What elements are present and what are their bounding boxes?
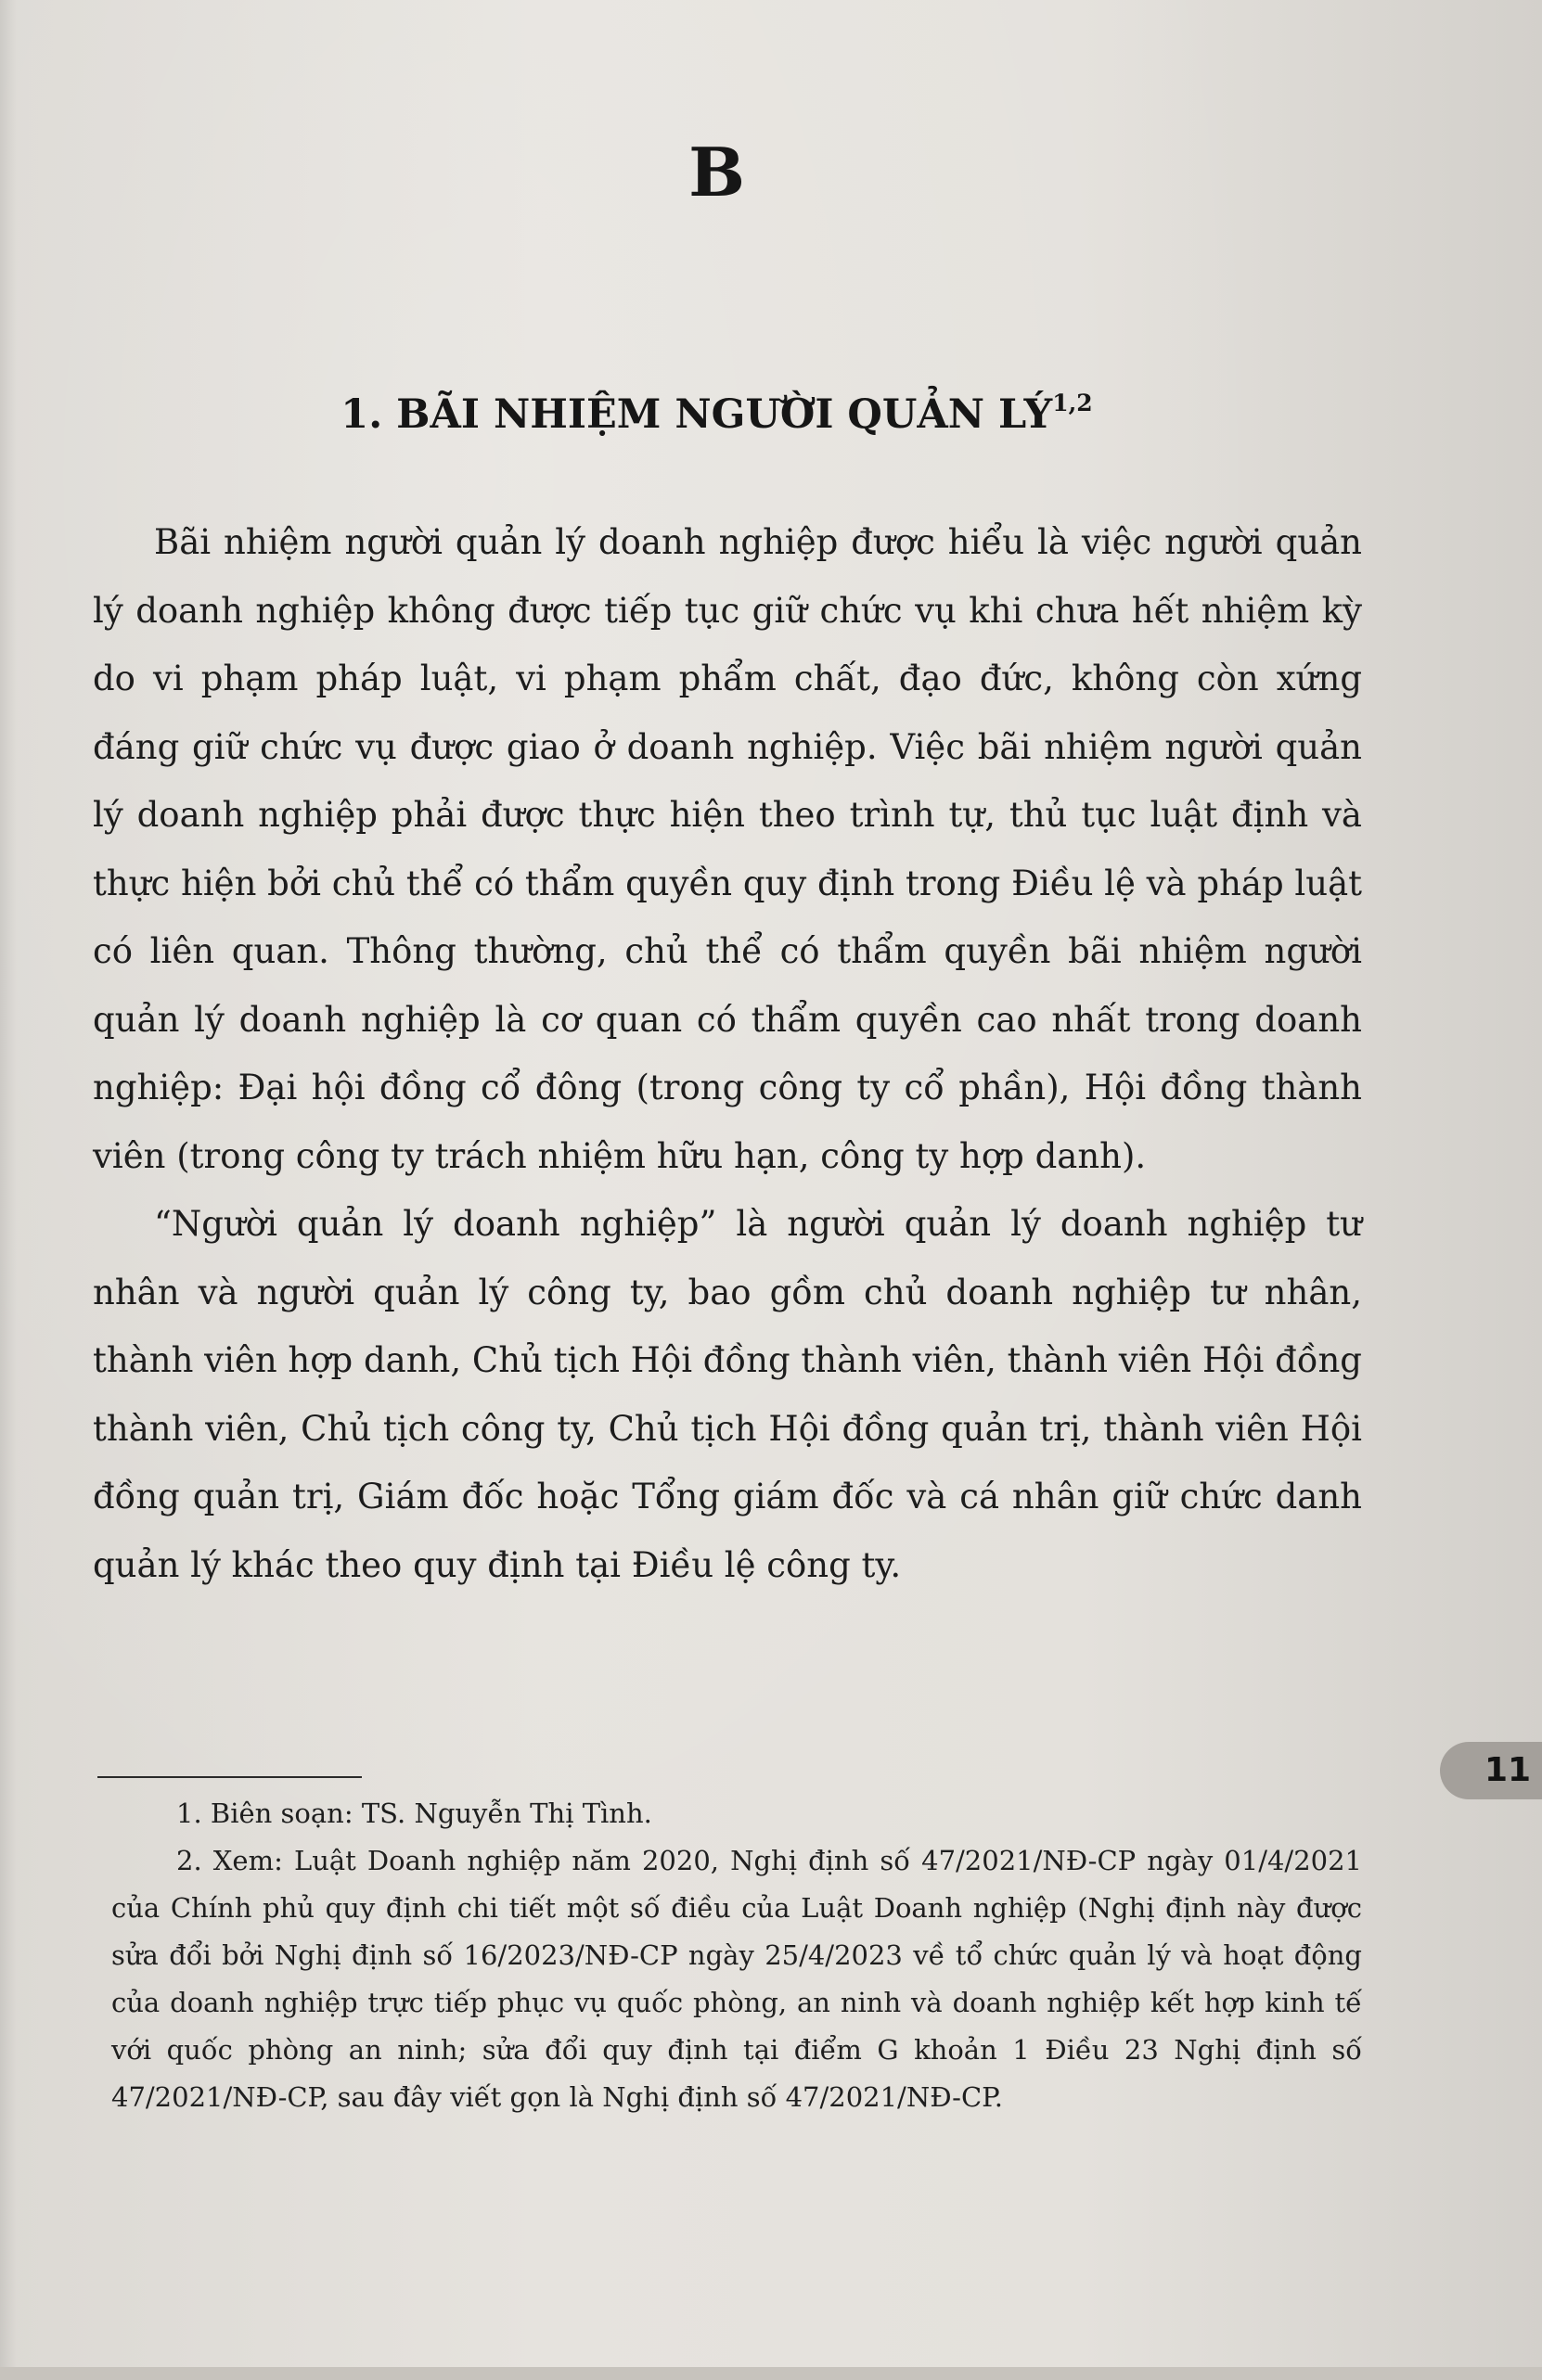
footnote-separator: [97, 1776, 362, 1778]
chapter-letter: B: [688, 133, 745, 211]
footnotes: [111, 1790, 1362, 2121]
section-title-footnote-refs: 1,2: [1052, 390, 1093, 416]
paragraph-definition: Bãi nhiệm người quản lý doanh nghiệp được hiểu là việc người quản lý doanh nghiệp không được tiếp tục giữ chức vụ khi chưa hết nhiệm kỳ do vi phạm pháp luật, vi phạm phẩm chất, đạo đức, không còn xứng đáng giữ chức vụ được giao ở doanh nghiệp. Việc bãi nhiệm người quản lý doanh nghiệp phải được thực hiện theo trình tự, thủ tục luật định và thực hiện bởi chủ thể có thẩm quyền quy định trong Điều lệ và pháp luật có liên quan. Thông thường, chủ thể có thẩm quyền bãi nhiệm người quản lý doanh nghiệp là cơ quan có thẩm quyền cao nhất trong doanh nghiệp: Đại hội đồng cổ đông (trong công ty cổ phần), Hội đồng thành viên (trong công ty trách nhiệm hữu hạn, công ty hợp danh).: [93, 522, 1362, 1176]
footnote-2: 2. Xem: Luật Doanh nghiệp năm 2020, Nghị định số 47/2021/NĐ-CP ngày 01/4/2021 của Chính phủ quy định chi tiết một số điều của Luật Doanh nghiệp (Nghị định này được sửa đổi bởi Nghị định số 16/2023/NĐ-CP ngày 25/4/2023 về tổ chức quản lý và hoạt động của doanh nghiệp trực tiếp phục vụ quốc phòng, an ninh và doanh nghiệp kết hợp kinh tế với quốc phòng an ninh; sửa đổi quy định tại điểm G khoản 1 Điều 23 Nghị định số 47/2021/NĐ-CP, sau đây viết gọn là Nghị định số 47/2021/NĐ-CP.: [111, 1845, 1362, 2113]
paragraph-manager-scope: “Người quản lý doanh nghiệp” là người quản lý doanh nghiệp tư nhân và người quản lý công ty, bao gồm chủ doanh nghiệp tư nhân, thành viên hợp danh, Chủ tịch Hội đồng thành viên, thành viên Hội đồng thành viên, Chủ tịch công ty, Chủ tịch Hội đồng quản trị, thành viên Hội đồng quản trị, Giám đốc hoặc Tổng giám đốc và cá nhân giữ chức danh quản lý khác theo quy định tại Điều lệ công ty.: [93, 1204, 1362, 1585]
section-title-text: 1. BÃI NHIỆM NGƯỜI QUẢN LÝ: [341, 391, 1053, 438]
footnote-1: 1. Biên soạn: TS. Nguyễn Thị Tình.: [176, 1798, 652, 1829]
body-text: [93, 508, 1362, 1599]
page-shadow-edge: [0, 0, 17, 2380]
page-number: 11: [1484, 1751, 1532, 1789]
section-title: [0, 390, 1433, 440]
page-bottom-edge: [0, 2367, 1542, 2380]
